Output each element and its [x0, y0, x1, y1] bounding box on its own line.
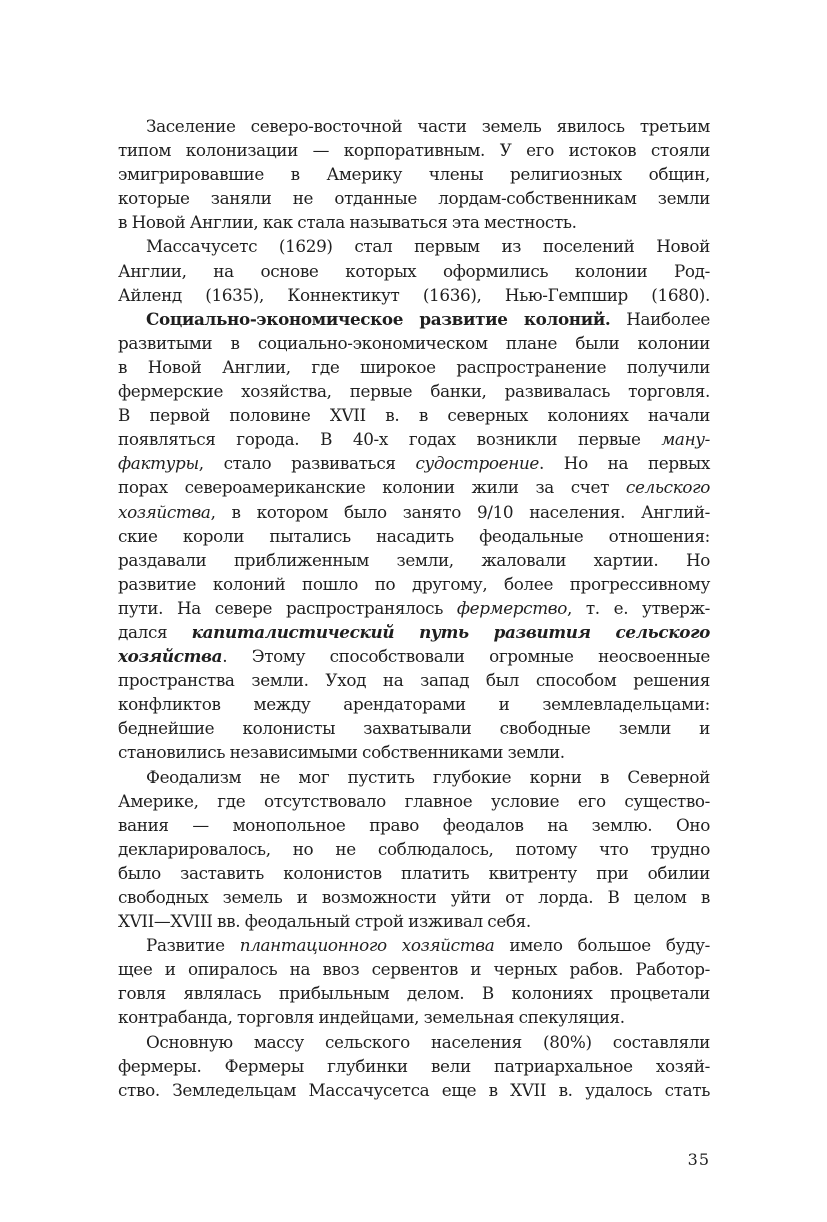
text-line — [118, 331, 710, 355]
text-segment: раздавали приближенным земли, жаловали хартии. Но — [118, 549, 710, 570]
text-line — [118, 403, 710, 427]
text-line — [118, 813, 710, 837]
text-line — [118, 861, 710, 885]
italic-term: судостроение — [415, 453, 540, 474]
text-line — [118, 837, 710, 861]
text-segment: щее и опиралось на ввоз сервентов и черных рабов. Работор- — [118, 959, 710, 980]
text-line — [118, 789, 710, 813]
text-segment: , в котором было занято 9/10 населения. Англий- — [210, 501, 710, 522]
text-segment: которые заняли не отданные лордам-собственникам земли — [118, 188, 710, 209]
text-segment: ские короли пытались насадить феодальные отношения: — [118, 525, 710, 546]
page-number: 35 — [687, 1150, 710, 1169]
text-segment: типом колонизации — корпоративным. У его истоков стояли — [118, 140, 710, 161]
text-line — [118, 427, 710, 451]
text-line — [118, 451, 710, 475]
text-segment: В первой половине XVII в. в северных колониях начали — [118, 405, 710, 426]
bold-italic-term: хозяйства — [118, 646, 223, 667]
text-line — [118, 1005, 710, 1029]
text-segment: декларировалось, но не соблюдалось, потому что трудно — [118, 838, 710, 859]
text-segment: фермеры. Фермеры глубинки вели патриархальное хозяй- — [118, 1055, 710, 1076]
text-segment: свободных земель и возможности уйти от лорда. В целом в — [118, 887, 710, 907]
text-line — [118, 114, 710, 138]
text-line — [118, 283, 710, 307]
text-line — [118, 885, 710, 909]
bold-heading: Социально-экономическое развитие колоний. — [146, 308, 611, 329]
text-segment: беднейшие колонисты захватывали свободные земли и — [118, 718, 710, 739]
text-segment: XVII—XVIII вв. феодальный строй изживал себя. — [118, 911, 531, 932]
text-segment: пути. На севере распространялось — [118, 597, 457, 618]
text-line — [118, 644, 710, 668]
text-segment: в Новой Англии, где широкое распространение получили — [118, 356, 710, 377]
text-line — [118, 548, 710, 572]
text-segment: вания — монопольное право феодалов на землю. Оно — [118, 814, 710, 835]
text-line — [118, 234, 710, 258]
text-line — [118, 716, 710, 740]
text-segment: порах североамериканские колонии жили за счет — [118, 477, 626, 498]
text-line — [118, 765, 710, 789]
text-segment: эмигрировавшие в Америку члены религиозных общин, — [118, 164, 710, 185]
text-line — [118, 186, 710, 210]
text-segment: становились независимыми собственниками земли. — [118, 742, 565, 763]
italic-term: хозяйства — [118, 501, 211, 522]
text-segment: Англии, на основе которых оформились колонии Род- — [118, 260, 710, 281]
text-line — [118, 933, 710, 957]
text-line — [118, 1078, 710, 1102]
text-segment: было заставить колонистов платить квитренту при обилии — [118, 862, 710, 883]
text-segment: говля являлась прибыльным делом. В колониях процветали — [118, 983, 710, 1004]
text-line — [118, 1054, 710, 1078]
text-line — [118, 500, 710, 524]
text-segment: в Новой Англии, как стала называться эта местность. — [118, 212, 577, 233]
text-line — [118, 259, 710, 283]
text-segment: Айленд (1635), Коннектикут (1636), Нью-Гемпшир (1680). — [118, 284, 710, 305]
text-segment: фермерские хозяйства, первые банки, развивалась торговля. — [118, 381, 710, 402]
text-segment: Америке, где отсутствовало главное условие его существо- — [118, 790, 710, 811]
text-line — [118, 355, 710, 379]
text-segment: , т. е. утверж- — [566, 597, 710, 618]
text-line — [118, 210, 710, 234]
text-line — [118, 692, 710, 716]
text-line — [118, 957, 710, 981]
text-line — [118, 909, 710, 933]
text-segment: Массачусетс (1629) стал первым из поселений Новой — [146, 236, 710, 257]
body-text — [118, 114, 710, 1102]
text-segment: . Этому способствовали огромные неосвоенные — [222, 646, 710, 667]
italic-term: ману- — [661, 429, 710, 450]
italic-term: сельского — [625, 477, 710, 498]
text-segment: развитие колоний пошло по другому, более прогрессивному — [118, 573, 710, 594]
text-segment: Наиболее — [610, 308, 710, 329]
text-line — [118, 1030, 710, 1054]
text-line — [118, 740, 710, 764]
text-segment: , стало развиваться — [198, 453, 416, 474]
text-line — [118, 475, 710, 499]
text-segment: Феодализм не мог пустить глубокие корни в Северной — [146, 766, 710, 787]
text-line — [118, 596, 710, 620]
text-line — [118, 307, 710, 331]
italic-term: фактуры — [118, 453, 199, 474]
text-segment: дался — [118, 621, 192, 642]
text-segment: Основную массу сельского населения (80%) составляли — [146, 1031, 710, 1052]
text-segment: ство. Земледельцам Массачусетса еще в XVII в. удалось стать — [118, 1079, 710, 1100]
text-line — [118, 620, 710, 644]
text-line — [118, 138, 710, 162]
text-segment: контрабанда, торговля индейцами, земельная спекуляция. — [118, 1007, 625, 1028]
text-line — [118, 524, 710, 548]
text-segment: Развитие — [146, 935, 240, 956]
italic-term: плантационного хозяйства — [239, 935, 495, 956]
text-line — [118, 572, 710, 596]
text-segment: имело большое буду- — [494, 935, 710, 956]
text-segment: конфликтов между арендаторами и землевладельцами: — [118, 694, 710, 715]
text-segment: развитыми в социально-экономическом плане были колонии — [118, 332, 710, 353]
text-line — [118, 162, 710, 186]
text-segment: . Но на первых — [539, 453, 710, 474]
text-segment: Заселение северо-восточной части земель явилось третьим — [146, 116, 710, 136]
text-line — [118, 668, 710, 692]
text-line — [118, 379, 710, 403]
text-segment: пространства земли. Уход на запад был способом решения — [118, 670, 710, 691]
bold-italic-term: капиталистический путь развития сельского — [191, 621, 711, 642]
text-line — [118, 981, 710, 1005]
italic-term: фермерство — [456, 597, 567, 618]
text-segment: появляться города. В 40-х годах возникли первые — [118, 429, 662, 450]
